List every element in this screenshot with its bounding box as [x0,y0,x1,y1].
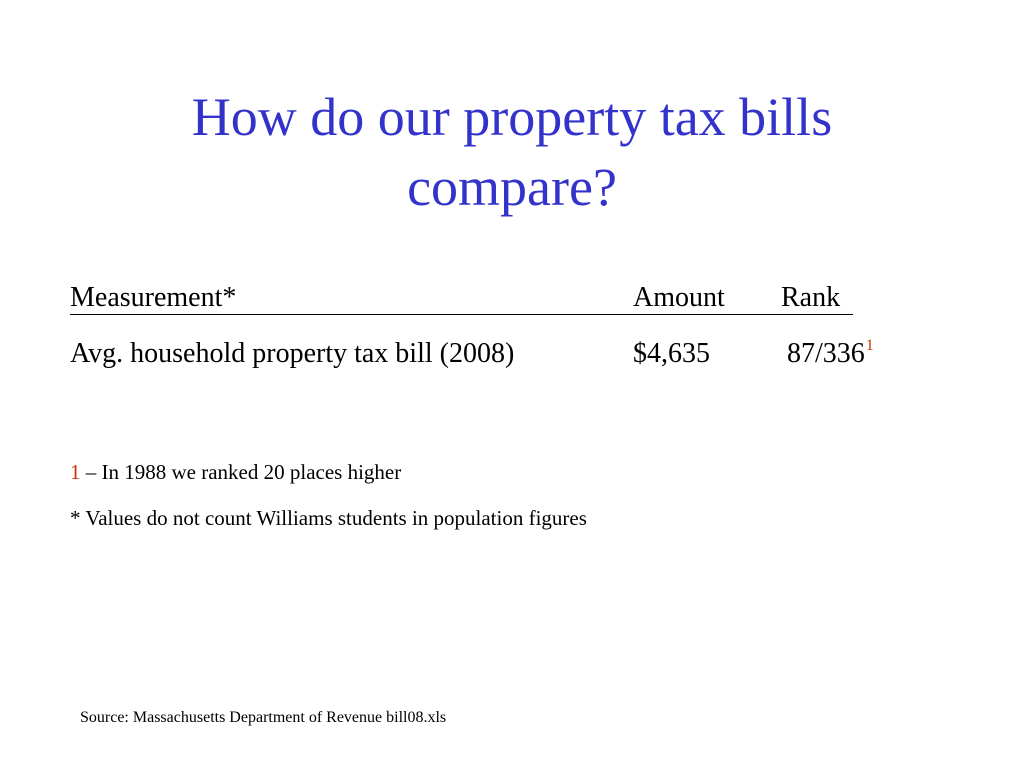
header-rank: Rank [781,282,841,313]
footnote-asterisk-text: * Values do not count Williams students in population figures [70,506,587,530]
row-rank-cell [787,336,874,376]
header-amount: Amount [633,282,725,313]
row-amount: $4,635 [633,338,710,369]
row-rank: 87/336 [787,338,865,369]
comparison-table [70,280,890,372]
table-row [70,336,890,372]
header-measurement: Measurement* [70,282,237,313]
title-line-2: compare? [407,157,617,217]
footnote-1-marker: 1 [70,460,81,484]
footnotes [70,458,587,532]
title-line-1: How do our property tax bills [191,87,833,147]
rank-footnote-marker: 1 [865,337,874,354]
source-note: Source: Massachusetts Department of Revenue bill08.xls [80,709,447,726]
footnote-1-text: – In 1988 we ranked 20 places higher [80,460,402,484]
footnote-1 [70,458,587,486]
header-underline [70,314,853,315]
table-header-row [70,280,890,318]
footnote-asterisk [70,504,587,532]
slide-title [0,82,1024,222]
row-measurement: Avg. household property tax bill (2008) [70,338,515,369]
